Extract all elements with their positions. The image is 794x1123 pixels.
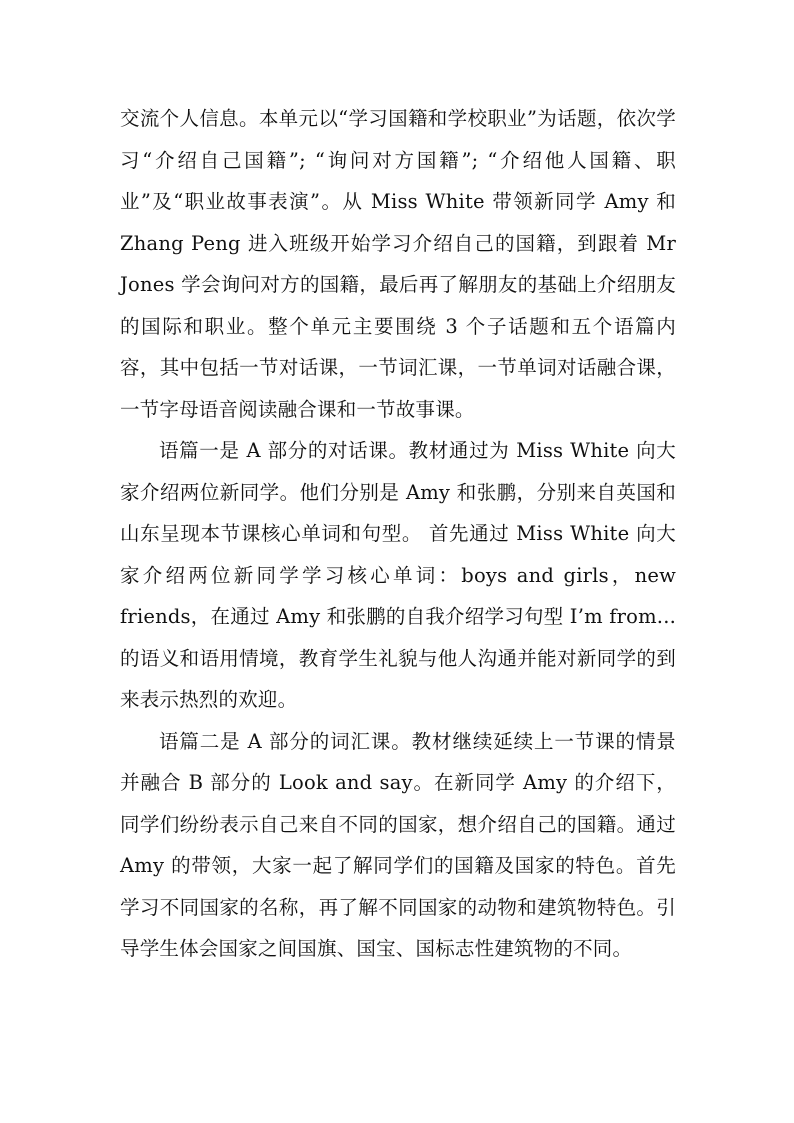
paragraph-discourse-two: 语篇二是 A 部分的词汇课。教材继续延续上一节课的情景并融合 B 部分的 Look and say。在新同学 Amy 的介绍下，同学们纷纷表示自己来自不同的国家，想介绍自己的国籍。通过 Amy 的带领，大家一起了解同学们的国籍及国家的特色。首先学习不同国家的名称，再了解不同国家的动物和建筑物特色。引导学生体会国家之间国旗、国宝、国标志性建筑物的不同。: [120, 729, 676, 960]
paragraph-discourse-one: 语篇一是 A 部分的对话课。教材通过为 Miss White 向大家介绍两位新同学。他们分别是 Amy 和张鹏，分别来自英国和山东呈现本节课核心单词和句型。 首先通过 Miss White 向大家介绍两位新同学学习核心单词：boys and girls，new friends，在通过 Amy 和张鹏的自我介绍学习句型 I’m from... 的语义和语用情境，教育学生礼貌与他人沟通并能对新同学的到来表示热烈的欢迎。: [120, 439, 676, 711]
document-body: [120, 98, 676, 970]
paragraph-continuation: 交流个人信息。本单元以“学习国籍和学校职业”为话题，依次学习“介绍自己国籍”; “询问对方国籍”; “介绍他人国籍、职业”及“职业故事表演”。从 Miss White 带领新同学 Amy 和 Zhang Peng 进入班级开始学习介绍自己的国籍，到跟着 Mr Jones 学会询问对方的国籍，最后再了解朋友的基础上介绍朋友的国际和职业。整个单元主要围绕 3 个子话题和五个语篇内容，其中包括一节对话课，一节词汇课，一节单词对话融合课，一节字母语音阅读融合课和一节故事课。: [120, 107, 676, 421]
